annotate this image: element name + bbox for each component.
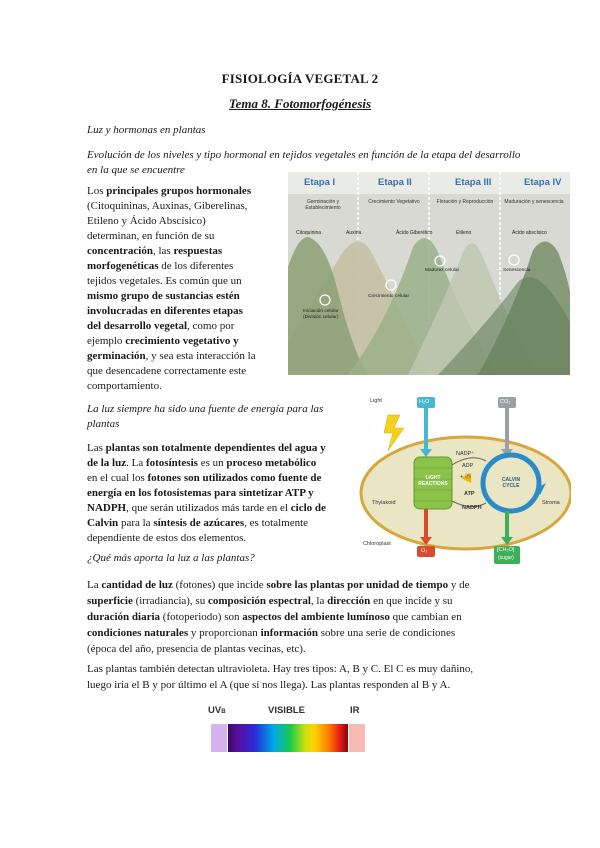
- co2-label: CO₂: [500, 399, 511, 405]
- atp-label: ATP: [464, 491, 475, 497]
- o2-label: O₂: [421, 548, 428, 554]
- section-heading-que-aporta: ¿Qué más aporta la luz a las plantas?: [87, 552, 255, 564]
- paragraph-fotosintesis: Las plantas son totalmente dependientes del agua y de la luz. La fotosíntesis es un proceso metabólico en el cual los fotones son utilizados como fuente de energía en los fotosistemas para sintetizar ATP y NADPH, que serán utilizados más tarde en el ciclo de Calvin para la síntesis de azúcares, es totalmente dependiente de estos dos elementos.: [87, 442, 326, 544]
- pi-label: + Ⓟᵢ: [460, 474, 472, 480]
- adp-label: ADP: [462, 463, 474, 469]
- ir-band: [349, 724, 365, 752]
- thylakoid-label: Thylakoid: [372, 500, 396, 506]
- stage-4-label: Etapa IV: [524, 177, 562, 188]
- page-subtitle: Tema 8. Fotomorfogénesis: [228, 96, 372, 111]
- section-heading-luz-energia: La luz siempre ha sido una fuente de energía para las plantas: [87, 403, 324, 430]
- paragraph-hormonas: Los principales grupos hormonales (Citoquininas, Auxinas, Giberelinas, Etileno y Ácido Abscísico) determinan, en función de su concentración, las respuestas morfogenéticas de los diferentes tejidos vegetales. Es común que un mismo grupo de sustancias estén involucradas en diferentes etapas del desarrollo vegetal, como por ejemplo crecimiento vegetativo y germinación, y sea esta interacción la que desencadene correctamente este comportamiento.: [87, 185, 256, 392]
- chloroplast-label: Chloroplast: [363, 541, 391, 547]
- section-heading-luz-hormonas: Luz y hormonas en plantas: [87, 124, 206, 136]
- hormone-abscisico: Ácido abscísico: [512, 230, 547, 236]
- stroma-label: Stroma: [542, 500, 560, 506]
- stage-3-desc: Floración y Reproducción: [436, 199, 494, 205]
- section-intro: Evolución de los niveles y tipo hormonal en tejidos vegetales en función de la etapa del desarrollo en la que se encuentre: [87, 149, 521, 176]
- visible-band: [228, 724, 348, 752]
- uvb-band: [211, 724, 227, 752]
- stage-1-desc: Germinación y Establecimiento: [305, 199, 341, 211]
- uvb-label: UVB: [208, 705, 226, 716]
- photosynthesis-diagram: [356, 393, 571, 568]
- sugar-label: [CH₂O]: [497, 547, 515, 553]
- hormone-citoquinina: Citoquinina: [296, 230, 322, 236]
- paragraph-ultravioleta: Las plantas también detectan ultravioleta. Hay tres tipos: A, B y C. El C es muy dañino, luego iría el B y por último el A (que sí nos llega). Las plantas responden al B y A.: [87, 663, 474, 691]
- sugar-note: (sugar): [498, 555, 514, 561]
- light-reactions-label: LIGHT REACTIONS: [418, 475, 448, 487]
- hormone-etileno: Etileno: [456, 230, 472, 236]
- stage-2-desc: Crecimiento Vegetativo: [368, 199, 420, 205]
- visible-label: VISIBLE: [268, 705, 305, 716]
- event-crecimiento: Crecimiento celular: [368, 294, 410, 299]
- nadp-label: NADP⁺: [456, 451, 475, 457]
- h2o-label: H₂O: [419, 399, 430, 405]
- nadph-label: NADPH: [462, 505, 482, 511]
- hormone-auxina: Auxina: [346, 230, 362, 236]
- page-title: FISIOLOGÍA VEGETAL 2: [221, 71, 379, 86]
- stage-4-desc: Maduración y senescencia: [504, 199, 564, 205]
- stage-1-label: Etapa I: [304, 177, 336, 188]
- event-madurez: Madurez celular: [425, 268, 460, 273]
- ir-label: IR: [350, 705, 360, 716]
- stage-2-label: Etapa II: [378, 177, 412, 188]
- event-iniciacion: Iniciación celular (División celular): [303, 309, 339, 320]
- paragraph-luz-ambiente: La cantidad de luz (fotones) que incide sobre las plantas por unidad de tiempo y de superficie (irradiancia), su composición espectral, la dirección en que incide y su duración diaria (fotoperiodo) son aspectos del ambiente lumínoso que cambian en condiciones naturales y proporcionan información sobre una serie de condiciones (época del año, presencia de plantas vecinas, etc).: [87, 579, 470, 655]
- light-label: Light: [370, 398, 382, 404]
- calvin-cycle-label: CALVIN CYCLE: [501, 477, 521, 489]
- light-spectrum-figure: [208, 705, 368, 755]
- hormone-stage-figure: [288, 172, 570, 375]
- stage-3-label: Etapa III: [455, 177, 492, 188]
- hormone-giberelina: Ácido Giberélico: [396, 230, 433, 236]
- event-senescencia: Senescencia: [503, 268, 531, 273]
